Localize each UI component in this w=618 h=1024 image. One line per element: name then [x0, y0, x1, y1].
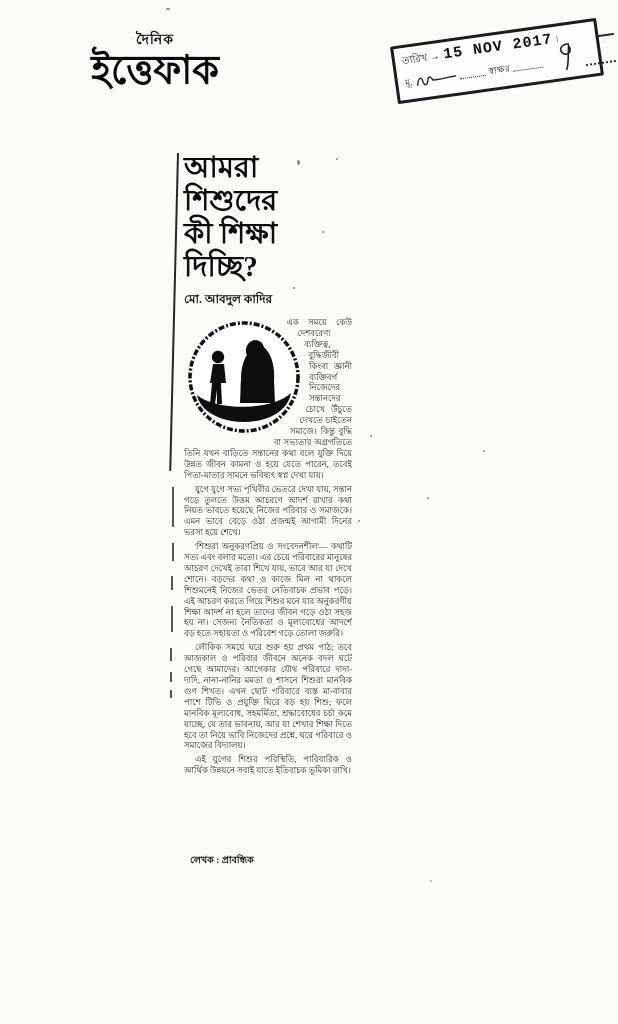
date-stamp	[390, 18, 604, 104]
speckle	[166, 8, 170, 10]
handwritten-signature-icon	[414, 69, 458, 94]
article-paragraph: এক সময়ে কেউ দেশবরেণ্য ব্যক্তিত্ব, বুদ্ধিজীবী কিংবা জ্ঞানী ব্যক্তিবর্গ নিজেদের সন্তানদের চোখে উঁচুতে দেখতে চাইতেন সমাজে। কিন্তু বুদ্ধি বা সভ্যতার অগ্রগতিতে তিনি যখন বাড়িতে সন্তানের কথা বলে যুক্তি দিয়ে উন্নত জীবন কামনা ও হয়ে যেতে পারেন, তবেই পিতা-মাতার সামনে ভবিষ্যৎ স্বপ্ন দেখা যায়।	[184, 317, 352, 480]
headline-line: দিচ্ছি?	[184, 251, 258, 283]
column-rule-dash	[171, 576, 173, 590]
article-paragraph: লৌকিক সময়ে ঘরে শুরু হয় প্রথম পাঠ; তবে আজকাল ও পরিবার জীবনে অনেক বদল ঘটে গেছে আমাদের। আগেকার যৌথ পরিবারে দাদা-দাদি, নানা-নানির মমতা ও শাসনে শিশুরা মানবিক গুণ শিখত। এখন ছোট পরিবারে ব্যস্ত মা-বাবার পাশে টিভি ও প্রযুক্তি ঘিরে বড় হয় শিশু; ফলে মানবিক মূল্যবোধ, সহমর্মিতা, শ্রদ্ধাবোধের চর্চা কমে যাচ্ছে, যে তার ভাবনায়, আর যা শেখার শিক্ষা দিতে হবে তা নিয়ে ভাবি নিজেদের প্রশ্নে, ঘরে পরিবারে ও সমাজের বিদ্যালয়।	[184, 642, 352, 751]
column-rule-dash	[170, 648, 172, 661]
article-paragraph: যুগে যুগে সভ্য পৃথিবীর ভেতরে দেখা যায়, সন্তান গড়ে তুলতে উত্তম আচরণে আদর্শ রাখার কথা নিয়ত ভাবতে হয়েছে নিজের পরিবার ও সমাজকে। এমন ভাবে বেড়ে ওঠা প্রজন্মই আগামী দিনের ভরসা হয়ে শেখে।	[184, 483, 352, 538]
article-column	[184, 152, 352, 866]
article-headline	[184, 152, 352, 284]
speckle	[430, 880, 432, 882]
stamp-date-suffix: ৷	[555, 34, 559, 46]
column-rule-dash	[170, 690, 172, 698]
column-rule-dash	[170, 672, 172, 682]
article-body-text	[184, 317, 352, 779]
column-rule-dash	[172, 487, 174, 527]
stamp-signature-prefix: মূ.	[404, 77, 414, 88]
newspaper-masthead	[55, 28, 255, 92]
speckle	[358, 520, 360, 522]
speckle	[336, 158, 338, 160]
masthead-kicker: দৈনিক	[135, 33, 175, 48]
speckle	[297, 160, 300, 165]
stamp-date-label: তারিখ →	[401, 50, 441, 68]
speckle	[370, 435, 372, 437]
headline-line: আমরা	[184, 152, 259, 184]
dotted-leader	[513, 61, 544, 72]
article-paragraph: এই যুগের শিশুর পরিস্থিতি, পারিবারিক ও আর্থিক উন্নয়নে সবাই যাতে ইতিবাচক ভূমিকা রাখি।	[184, 754, 352, 776]
column-rule	[169, 153, 179, 471]
column-rule-dash	[171, 606, 173, 632]
children-silhouette-icon	[184, 319, 304, 437]
stamp-signature-label: স্বাক্ষর	[487, 63, 511, 77]
column-rule-dash	[172, 543, 174, 561]
speckle	[293, 287, 295, 289]
author-credit: লেখক : প্রাবন্ধিক	[190, 856, 254, 866]
article-illustration	[184, 319, 304, 437]
speckle	[322, 231, 324, 233]
masthead-title: ইত্তেফাক	[91, 48, 219, 94]
dotted-leader	[459, 69, 486, 80]
stamp-trail-mark	[598, 33, 614, 37]
speckle	[427, 497, 429, 499]
stamp-date-value: 15 NOV 2017	[442, 31, 554, 64]
speckle	[483, 450, 485, 452]
article-paragraph: 'শিশুরা অনুকরণপ্রিয় ও সংবেদনশীল'— কথাটি সত্য এবং বলার মতো। এর চেয়ে পরিবারের মানুষের আচরণ দেখেই তারা শিখে যায়, ভাবে আর যা দেখে শোনে। বড়দের কথা ও কাজে মিল না থাকলে শিশুমনেই নিজের ভেতর নেতিবাচক প্রভাব পড়ে। এই আচরণ করতে গিয়ে শিশুর মনে যার অনুকরণীয় শিক্ষা আদর্শ না হলে তাদের জীবন গড়ে ওঠা সহজ হয় না। সেজন্য নৈতিকতা ও মূল্যবোধের আদর্শে বড় হতে সহায়তা ও পরিবেশ গড়ে তোলা জরুরি।	[184, 541, 352, 639]
article-byline: মো. আবদুল কাদির	[184, 292, 273, 306]
headline-line: শিশুদের	[184, 185, 278, 217]
headline-line: কী শিক্ষা	[184, 218, 278, 250]
